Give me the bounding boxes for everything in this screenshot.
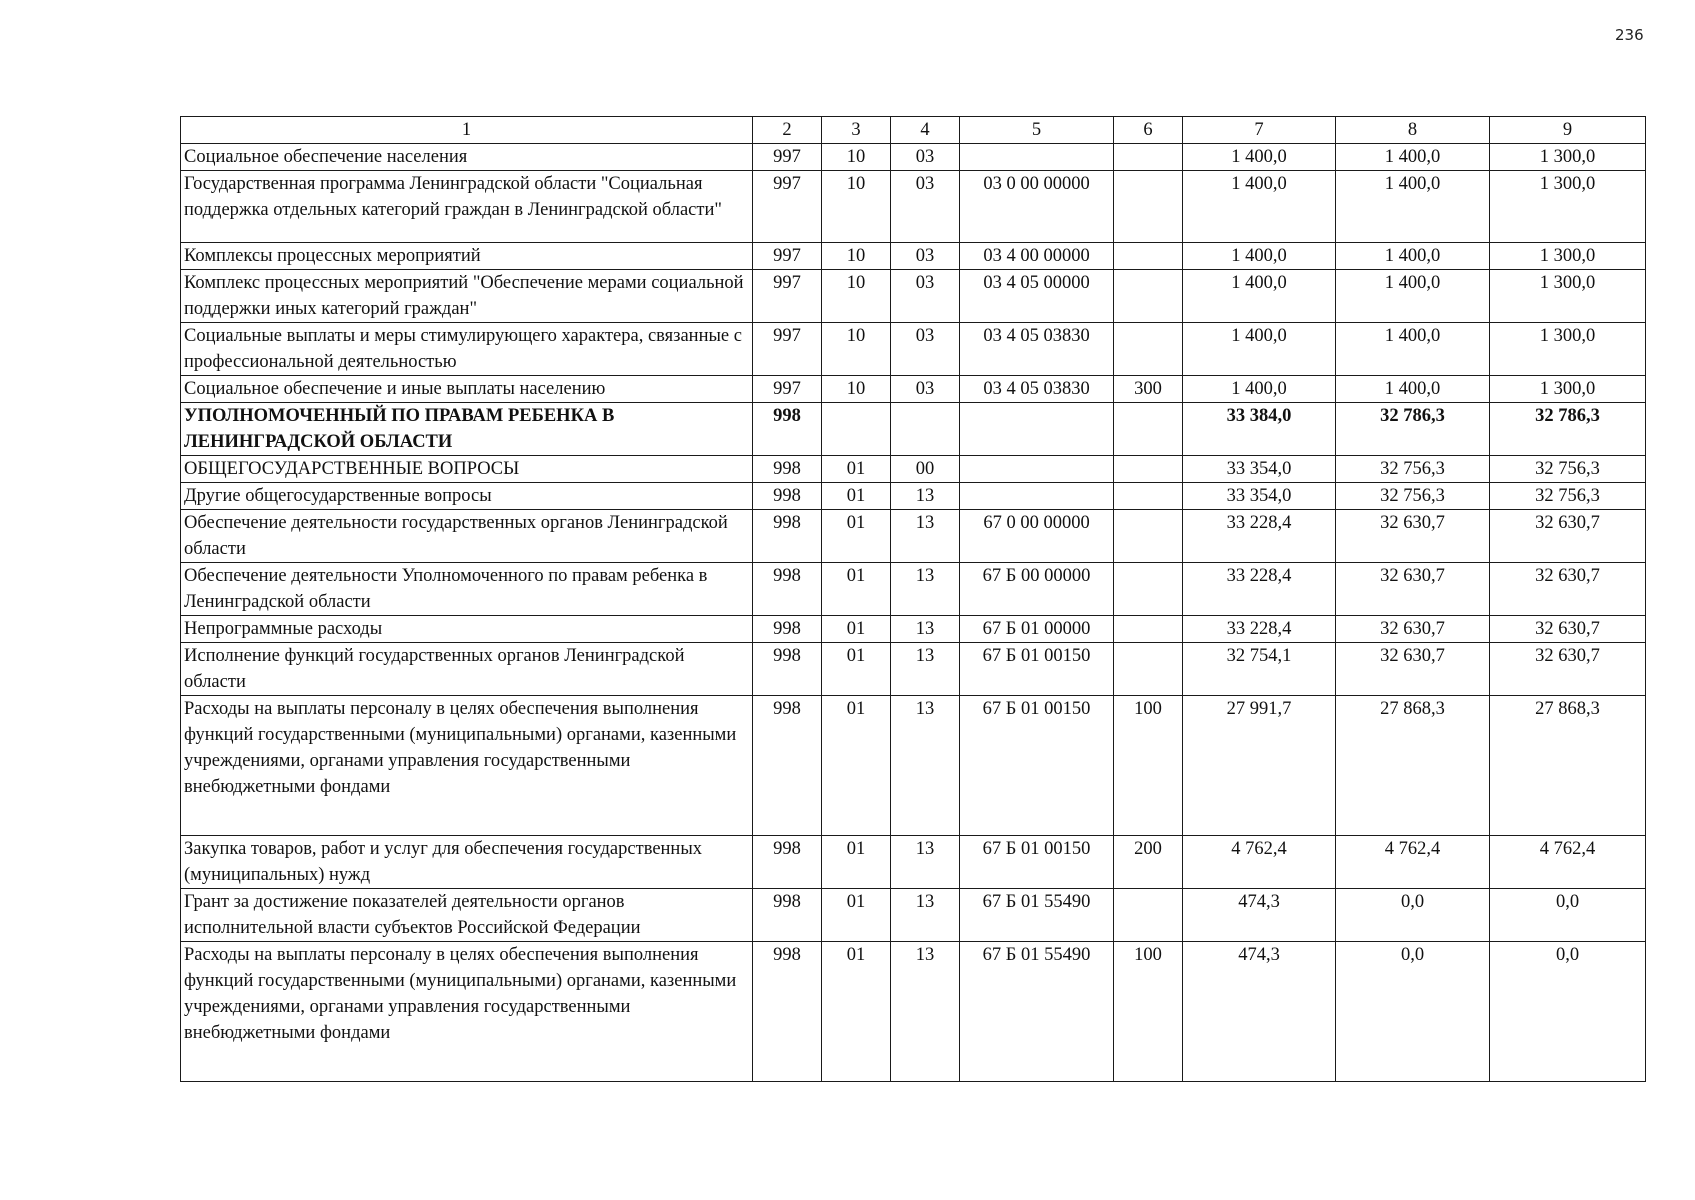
- cell-col6: 200: [1114, 836, 1183, 889]
- cell-col3: [822, 403, 891, 456]
- cell-col7: 4 762,4: [1183, 836, 1336, 889]
- table-row: [181, 171, 1646, 243]
- cell-col9: 32 630,7: [1490, 643, 1646, 696]
- cell-col3: 01: [822, 696, 891, 836]
- table-row: [181, 942, 1646, 1082]
- table-row: [181, 616, 1646, 643]
- cell-col7: 27 991,7: [1183, 696, 1336, 836]
- cell-col8: 0,0: [1336, 942, 1490, 1082]
- cell-col5: 67 Б 01 00150: [960, 836, 1114, 889]
- cell-name: Закупка товаров, работ и услуг для обеспечения государственных (муниципальных) нужд: [181, 836, 753, 889]
- cell-col2: 997: [753, 376, 822, 403]
- cell-col4: 13: [891, 483, 960, 510]
- cell-col6: [1114, 270, 1183, 323]
- cell-col6: [1114, 563, 1183, 616]
- cell-col3: 01: [822, 510, 891, 563]
- cell-col2: 998: [753, 836, 822, 889]
- cell-col9: 32 786,3: [1490, 403, 1646, 456]
- cell-col4: 13: [891, 563, 960, 616]
- table-row: [181, 510, 1646, 563]
- cell-col3: 01: [822, 563, 891, 616]
- table-row: [181, 376, 1646, 403]
- cell-col4: 13: [891, 942, 960, 1082]
- cell-name: Социальное обеспечение населения: [181, 144, 753, 171]
- cell-col7: 33 228,4: [1183, 563, 1336, 616]
- cell-col8: 27 868,3: [1336, 696, 1490, 836]
- cell-col2: 998: [753, 696, 822, 836]
- cell-col5: 67 Б 01 00000: [960, 616, 1114, 643]
- table-row: [181, 243, 1646, 270]
- cell-name: Грант за достижение показателей деятельности органов исполнительной власти субъектов Российской Федерации: [181, 889, 753, 942]
- cell-col6: [1114, 323, 1183, 376]
- cell-col9: 4 762,4: [1490, 836, 1646, 889]
- cell-col7: 33 228,4: [1183, 510, 1336, 563]
- cell-col7: 474,3: [1183, 889, 1336, 942]
- column-header: 8: [1336, 117, 1490, 144]
- cell-col4: [891, 403, 960, 456]
- cell-col6: 300: [1114, 376, 1183, 403]
- table-row: [181, 456, 1646, 483]
- column-header: 9: [1490, 117, 1646, 144]
- cell-col9: 32 630,7: [1490, 563, 1646, 616]
- cell-col5: [960, 483, 1114, 510]
- cell-col4: 03: [891, 144, 960, 171]
- cell-col6: [1114, 616, 1183, 643]
- column-header: 2: [753, 117, 822, 144]
- cell-col6: [1114, 889, 1183, 942]
- cell-col4: 13: [891, 836, 960, 889]
- table-row: [181, 889, 1646, 942]
- cell-col5: 03 4 05 03830: [960, 323, 1114, 376]
- cell-col2: 998: [753, 616, 822, 643]
- cell-name: Комплекс процессных мероприятий "Обеспечение мерами социальной поддержки иных категорий граждан": [181, 270, 753, 323]
- cell-col6: [1114, 456, 1183, 483]
- cell-col6: [1114, 171, 1183, 243]
- cell-col7: 33 354,0: [1183, 456, 1336, 483]
- cell-col9: 32 630,7: [1490, 510, 1646, 563]
- cell-col3: 01: [822, 616, 891, 643]
- cell-col9: 0,0: [1490, 942, 1646, 1082]
- table-row: [181, 483, 1646, 510]
- cell-col2: 998: [753, 510, 822, 563]
- cell-col2: 997: [753, 243, 822, 270]
- cell-col8: 0,0: [1336, 889, 1490, 942]
- cell-name: Государственная программа Ленинградской области "Социальная поддержка отдельных категорий граждан в Ленинградской области": [181, 171, 753, 243]
- cell-col2: 997: [753, 323, 822, 376]
- cell-name: Социальное обеспечение и иные выплаты населению: [181, 376, 753, 403]
- cell-col2: 997: [753, 171, 822, 243]
- table-row: [181, 696, 1646, 836]
- table-row: [181, 323, 1646, 376]
- cell-col6: [1114, 483, 1183, 510]
- cell-col8: 32 630,7: [1336, 563, 1490, 616]
- cell-name: Другие общегосударственные вопросы: [181, 483, 753, 510]
- cell-col9: 1 300,0: [1490, 270, 1646, 323]
- cell-col4: 03: [891, 270, 960, 323]
- cell-col3: 10: [822, 376, 891, 403]
- table-row: [181, 643, 1646, 696]
- cell-col2: 998: [753, 942, 822, 1082]
- cell-col7: 33 228,4: [1183, 616, 1336, 643]
- cell-col7: 1 400,0: [1183, 323, 1336, 376]
- cell-name: Социальные выплаты и меры стимулирующего характера, связанные с профессиональной деятельностью: [181, 323, 753, 376]
- cell-col5: [960, 456, 1114, 483]
- cell-col4: 13: [891, 889, 960, 942]
- cell-col7: 1 400,0: [1183, 376, 1336, 403]
- cell-col6: 100: [1114, 942, 1183, 1082]
- cell-name: ОБЩЕГОСУДАРСТВЕННЫЕ ВОПРОСЫ: [181, 456, 753, 483]
- cell-col5: 67 Б 00 00000: [960, 563, 1114, 616]
- cell-col2: 998: [753, 483, 822, 510]
- cell-name: Расходы на выплаты персоналу в целях обеспечения выполнения функций государственными (муниципальными) органами, казенными учреждениями, органами управления государственными внебюджетными фондами: [181, 942, 753, 1082]
- cell-col5: 03 4 00 00000: [960, 243, 1114, 270]
- cell-col4: 13: [891, 643, 960, 696]
- cell-col7: 1 400,0: [1183, 144, 1336, 171]
- cell-col5: 03 4 05 03830: [960, 376, 1114, 403]
- cell-col6: [1114, 243, 1183, 270]
- cell-col8: 1 400,0: [1336, 376, 1490, 403]
- cell-col5: 03 4 05 00000: [960, 270, 1114, 323]
- cell-col3: 10: [822, 270, 891, 323]
- cell-col8: 32 756,3: [1336, 456, 1490, 483]
- cell-col9: 1 300,0: [1490, 323, 1646, 376]
- cell-col7: 33 384,0: [1183, 403, 1336, 456]
- cell-col9: 27 868,3: [1490, 696, 1646, 836]
- cell-col3: 01: [822, 483, 891, 510]
- cell-col8: 1 400,0: [1336, 323, 1490, 376]
- cell-col9: 32 756,3: [1490, 483, 1646, 510]
- cell-col7: 1 400,0: [1183, 270, 1336, 323]
- column-header: 3: [822, 117, 891, 144]
- cell-col3: 01: [822, 836, 891, 889]
- cell-col8: 32 630,7: [1336, 616, 1490, 643]
- table-row: [181, 144, 1646, 171]
- cell-col8: 32 630,7: [1336, 510, 1490, 563]
- cell-col4: 03: [891, 376, 960, 403]
- table-row: [181, 270, 1646, 323]
- cell-col6: [1114, 403, 1183, 456]
- cell-col2: 997: [753, 144, 822, 171]
- cell-col5: 03 0 00 00000: [960, 171, 1114, 243]
- cell-name: УПОЛНОМОЧЕННЫЙ ПО ПРАВАМ РЕБЕНКА В ЛЕНИНГРАДСКОЙ ОБЛАСТИ: [181, 403, 753, 456]
- cell-col3: 01: [822, 889, 891, 942]
- table-row: [181, 403, 1646, 456]
- cell-col9: 1 300,0: [1490, 144, 1646, 171]
- column-header: 7: [1183, 117, 1336, 144]
- cell-col4: 03: [891, 171, 960, 243]
- cell-col4: 00: [891, 456, 960, 483]
- cell-name: Исполнение функций государственных органов Ленинградской области: [181, 643, 753, 696]
- cell-name: Обеспечение деятельности государственных органов Ленинградской области: [181, 510, 753, 563]
- cell-col8: 1 400,0: [1336, 243, 1490, 270]
- header-row: [181, 117, 1646, 144]
- cell-col5: [960, 144, 1114, 171]
- column-header: 6: [1114, 117, 1183, 144]
- cell-col7: 33 354,0: [1183, 483, 1336, 510]
- cell-col7: 1 400,0: [1183, 243, 1336, 270]
- cell-col3: 01: [822, 643, 891, 696]
- cell-col5: 67 Б 01 55490: [960, 889, 1114, 942]
- cell-name: Комплексы процессных мероприятий: [181, 243, 753, 270]
- cell-col3: 10: [822, 144, 891, 171]
- cell-col7: 474,3: [1183, 942, 1336, 1082]
- cell-col5: 67 Б 01 00150: [960, 696, 1114, 836]
- budget-table: [180, 116, 1646, 1082]
- cell-col8: 1 400,0: [1336, 144, 1490, 171]
- cell-col2: 997: [753, 270, 822, 323]
- cell-col7: 32 754,1: [1183, 643, 1336, 696]
- cell-col6: 100: [1114, 696, 1183, 836]
- cell-col2: 998: [753, 889, 822, 942]
- cell-name: Обеспечение деятельности Уполномоченного по правам ребенка в Ленинградской области: [181, 563, 753, 616]
- cell-col5: 67 0 00 00000: [960, 510, 1114, 563]
- table-body: [181, 144, 1646, 1082]
- cell-col4: 13: [891, 696, 960, 836]
- cell-col8: 1 400,0: [1336, 171, 1490, 243]
- table-row: [181, 563, 1646, 616]
- cell-col5: 67 Б 01 00150: [960, 643, 1114, 696]
- column-header: 1: [181, 117, 753, 144]
- cell-name: Расходы на выплаты персоналу в целях обеспечения выполнения функций государственными (муниципальными) органами, казенными учреждениями, органами управления государственными внебюджетными фондами: [181, 696, 753, 836]
- cell-col3: 01: [822, 456, 891, 483]
- cell-col5: 67 Б 01 55490: [960, 942, 1114, 1082]
- cell-col9: 1 300,0: [1490, 171, 1646, 243]
- cell-col3: 10: [822, 171, 891, 243]
- cell-col6: [1114, 510, 1183, 563]
- table-row: [181, 836, 1646, 889]
- cell-col2: 998: [753, 643, 822, 696]
- cell-col8: 32 786,3: [1336, 403, 1490, 456]
- cell-col9: 32 756,3: [1490, 456, 1646, 483]
- cell-col2: 998: [753, 403, 822, 456]
- cell-col8: 32 630,7: [1336, 643, 1490, 696]
- cell-col9: 0,0: [1490, 889, 1646, 942]
- column-header: 4: [891, 117, 960, 144]
- cell-col8: 32 756,3: [1336, 483, 1490, 510]
- cell-col4: 13: [891, 616, 960, 643]
- cell-col5: [960, 403, 1114, 456]
- cell-col8: 4 762,4: [1336, 836, 1490, 889]
- cell-col8: 1 400,0: [1336, 270, 1490, 323]
- cell-col7: 1 400,0: [1183, 171, 1336, 243]
- page-number: 236: [1615, 26, 1644, 44]
- cell-col9: 32 630,7: [1490, 616, 1646, 643]
- cell-col6: [1114, 643, 1183, 696]
- cell-col3: 10: [822, 323, 891, 376]
- cell-col3: 01: [822, 942, 891, 1082]
- cell-col9: 1 300,0: [1490, 376, 1646, 403]
- cell-col2: 998: [753, 563, 822, 616]
- cell-col3: 10: [822, 243, 891, 270]
- cell-name: Непрограммные расходы: [181, 616, 753, 643]
- column-header: 5: [960, 117, 1114, 144]
- cell-col4: 03: [891, 323, 960, 376]
- cell-col2: 998: [753, 456, 822, 483]
- cell-col4: 03: [891, 243, 960, 270]
- cell-col4: 13: [891, 510, 960, 563]
- cell-col6: [1114, 144, 1183, 171]
- cell-col9: 1 300,0: [1490, 243, 1646, 270]
